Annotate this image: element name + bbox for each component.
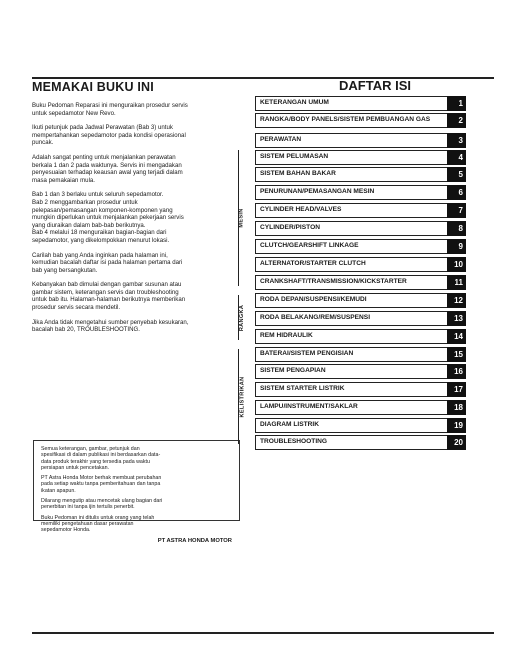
instruction-paragraphs	[32, 102, 242, 334]
text-line: penyesuaian terhadap keausan awal yang terjadi dalam	[32, 169, 183, 177]
toc-entry[interactable]	[255, 133, 466, 148]
toc-entry[interactable]	[255, 311, 466, 326]
toc-chapter-number: 16	[447, 364, 466, 379]
text-line: persiapan untuk pencetakan.	[41, 464, 110, 471]
toc-chapter-number: 6	[447, 185, 466, 200]
toc-entry[interactable]	[255, 329, 466, 344]
toc-entry[interactable]	[255, 418, 466, 433]
paragraph	[41, 498, 232, 511]
paragraph	[32, 124, 242, 147]
toc-entry-label: PERAWATAN	[260, 136, 302, 144]
text-line: Jika Anda tidak mengetahui sumber penyebab kesukaran,	[32, 318, 189, 326]
toc-entry-label: CYLINDER HEAD/VALVES	[260, 206, 342, 214]
paragraph	[32, 102, 242, 117]
text-line: mempertahankan sepedamotor pada kondisi operasional	[32, 131, 186, 139]
text-line: Buku Pedoman Reparasi ini menguraikan prosedur servis	[32, 102, 188, 109]
bottom-rule	[32, 632, 494, 634]
toc-entry-label: ALTERNATOR/STARTER CLUTCH	[260, 260, 366, 268]
toc-entry[interactable]	[255, 96, 466, 111]
text-line: bacalah bab 20, TROUBLESHOOTING.	[32, 326, 140, 334]
text-line: prosedur servis secara mendetil.	[32, 304, 121, 312]
toc-chapter-number: 11	[447, 275, 466, 290]
toc-chapter-number: 5	[447, 167, 466, 182]
text-line: kemudian bacalah daftar isi pada halaman pertama dari	[32, 259, 183, 267]
toc-entry[interactable]	[255, 435, 466, 450]
text-line: puncak.	[32, 139, 54, 147]
text-line: spesifikasi di dalam publikasi ini berdasarkan data-	[41, 452, 161, 459]
group-label-text: MESIN	[239, 208, 245, 228]
toc-chapter-number: 14	[447, 329, 466, 344]
text-line: Adalah sangat penting untuk menjalankan perawatan	[32, 153, 176, 161]
text-line: untuk sepedamotor New Revo.	[32, 109, 116, 117]
text-line: sepedamotor Honda.	[41, 527, 91, 534]
how-to-use-section	[32, 80, 242, 341]
paragraph	[32, 191, 242, 244]
toc-chapter-number: 10	[447, 257, 466, 272]
text-line: yang diuraikan dalam bab-bab berikutnya.	[32, 221, 146, 229]
toc-entry[interactable]	[255, 185, 466, 200]
toc-chapter-number: 1	[447, 96, 466, 111]
notice-box	[33, 440, 240, 544]
text-line: berkala 1 dan 2 pada waktunya. Servis ini mengadakan	[32, 161, 182, 169]
text-line: sepedamotor, yang dikelompokkan menurut lokasi.	[32, 236, 170, 244]
toc-chapter-number: 18	[447, 400, 466, 415]
text-line: pada setiap waktu tanpa pemberitahuan dan tanpa	[41, 481, 161, 488]
toc-entry-label: CRANKSHAFT/TRANSMISSION/KICKSTARTER	[260, 278, 407, 286]
toc-entry-label: REM HIDRAULIK	[260, 332, 313, 340]
toc-entry[interactable]	[255, 347, 466, 362]
text-line: untuk bab itu. Halaman-halaman berikutnya memberikan	[32, 296, 186, 304]
toc-entry-label: PENURUNAN/PEMASANGAN MESIN	[260, 188, 375, 196]
paragraph	[41, 515, 232, 534]
toc-chapter-number: 8	[447, 221, 466, 236]
text-line: ikatan apapun.	[41, 487, 76, 494]
toc-chapter-number: 4	[447, 150, 466, 165]
group-label-text: KELISTRIKAN	[239, 376, 245, 417]
text-line: penerbitan ini tanpa ijin tertulis penerbit.	[41, 504, 135, 511]
toc-entry[interactable]	[255, 293, 466, 308]
text-line: Ikuti petunjuk pada Jadwal Perawatan (Bab 3) untuk	[32, 124, 173, 132]
toc-chapter-number: 13	[447, 311, 466, 326]
paragraph	[32, 252, 242, 275]
text-line: Kebanyakan bab dimulai dengan gambar susunan atau	[32, 281, 182, 289]
text-line: Bab 1 dan 3 berlaku untuk seluruh sepedamotor.	[32, 191, 164, 199]
paragraph	[41, 446, 232, 471]
toc-entry[interactable]	[255, 257, 466, 272]
text-line: PT Astra Honda Motor berhak membuat perubahan	[41, 475, 162, 482]
toc-chapter-number: 2	[447, 113, 466, 128]
toc-chapter-number: 12	[447, 293, 466, 308]
toc-entry[interactable]	[255, 113, 466, 128]
toc-chapter-number: 3	[447, 133, 466, 148]
group-label	[236, 295, 248, 340]
text-line: masa pemakaian mula.	[32, 176, 95, 184]
toc-entry-label: KETERANGAN UMUM	[260, 99, 329, 107]
toc-entry-label: TROUBLESHOOTING	[260, 438, 328, 446]
text-line: data produk terakhir yang tersedia pada waktu	[41, 458, 150, 465]
text-line: Dilarang mengutip atau mencetak ulang bagian dari	[41, 498, 163, 505]
toc-entry[interactable]	[255, 239, 466, 254]
paragraph	[32, 281, 242, 311]
toc-entry-label: BATERAI/SISTEM PENGISIAN	[260, 350, 354, 358]
toc-entry-label: CLUTCH/GEARSHIFT LINKAGE	[260, 242, 359, 250]
toc-entry-label: RANGKA/BODY PANELS/SISTEM PEMBUANGAN GAS	[260, 116, 431, 124]
toc-entry-label: SISTEM PENGAPIAN	[260, 367, 326, 375]
text-line: Bab 4 melalui 18 menguraikan bagian-bagian dari	[32, 229, 167, 237]
paragraph	[32, 319, 242, 334]
group-label	[236, 150, 248, 286]
text-line: Bab 2 menggambarkan prosedur untuk	[32, 198, 138, 206]
text-line: Carilah bab yang Anda inginkan pada halaman ini,	[32, 251, 168, 259]
toc-entry-label: SISTEM BAHAN BAKAR	[260, 170, 336, 178]
text-line: gambar sistem, keterangan servis dan troubleshooting	[32, 288, 179, 296]
toc-chapter-number: 9	[447, 239, 466, 254]
text-line: pelepasan/pemasangan komponen-komponen yang	[32, 206, 173, 214]
paragraph	[41, 475, 232, 494]
text-line: Buku Pedoman ini ditulis untuk orang yang telah	[41, 514, 155, 521]
toc-chapter-number: 17	[447, 382, 466, 397]
toc-entry-label: LAMPU/INSTRUMENT/SAKLAR	[260, 403, 358, 411]
text-line: memiliki pengetahuan dasar perawatan	[41, 520, 134, 527]
paragraph	[32, 154, 242, 184]
toc-chapter-number: 15	[447, 347, 466, 362]
section-title: MEMAKAI BUKU INI	[32, 80, 154, 94]
toc-chapter-number: 7	[447, 203, 466, 218]
group-label-text: RANGKA	[239, 304, 246, 331]
toc-chapter-number: 20	[447, 435, 466, 450]
notice-paragraphs	[41, 446, 232, 534]
toc-entry[interactable]	[255, 275, 466, 290]
text-line: mungkin diperlukan untuk menjalankan pekerjaan servis	[32, 214, 184, 222]
toc-entry[interactable]	[255, 364, 466, 379]
text-line: bab yang bersangkutan.	[32, 266, 98, 274]
toc-entry-label: DIAGRAM LISTRIK	[260, 421, 319, 429]
toc-entry-label: CYLINDER/PISTON	[260, 224, 320, 232]
toc-entry-label: RODA BELAKANG/REM/SUSPENSI	[260, 314, 371, 322]
group-label	[236, 349, 248, 444]
toc-entry-label: SISTEM STARTER LISTRIK	[260, 385, 345, 393]
toc-entry-label: SISTEM PELUMASAN	[260, 153, 329, 161]
toc-chapter-number: 19	[447, 418, 466, 433]
toc-entry[interactable]	[255, 203, 466, 218]
toc-entry[interactable]	[255, 400, 466, 415]
toc-entry[interactable]	[255, 221, 466, 236]
toc-title: DAFTAR ISI	[339, 78, 411, 93]
text-line: Semua keterangan, gambar, petunjuk dan	[41, 446, 140, 452]
toc-entry[interactable]	[255, 167, 466, 182]
notice-signature: PT ASTRA HONDA MOTOR	[157, 537, 232, 544]
toc-entry-label: RODA DEPAN/SUSPENSI/KEMUDI	[260, 296, 367, 304]
toc-entry[interactable]	[255, 150, 466, 165]
toc-entry[interactable]	[255, 382, 466, 397]
